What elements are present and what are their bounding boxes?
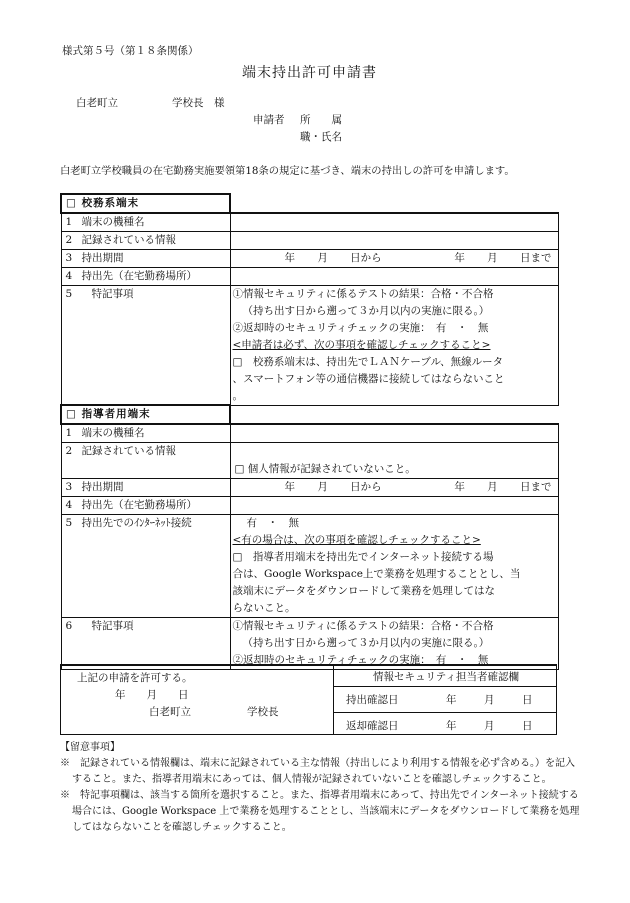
notes-title: 【留意事項】	[60, 742, 120, 753]
s2-checkbox-no-personal-info[interactable]: □ 個人情報が記録されていないこと。	[234, 463, 416, 475]
checker-header: 情報セキュリティ担当者確認欄	[373, 671, 519, 683]
s2-destination-field[interactable]	[230, 497, 558, 515]
section2-header: □ 指導者用端末	[61, 405, 230, 424]
s1-checkbox-no-network[interactable]: □ 校務系端末は、持出先でＬＡＮケーブル、無線ルータ	[232, 356, 504, 368]
section2-table	[60, 404, 559, 670]
return-year: 年	[446, 720, 457, 732]
s1-period-field[interactable]: 年 月 日から 年 月 日まで	[230, 250, 558, 268]
approval-text: 上記の申請を許可する。	[77, 672, 193, 684]
addressee-town: 白老町立	[76, 97, 118, 109]
return-label: 返却確認日	[346, 720, 399, 732]
s1-row3-label: 3 持出期間	[61, 250, 230, 268]
approval-date[interactable]: 年 月 日	[115, 689, 189, 701]
approval-principal: 学校長	[247, 706, 279, 718]
section1-table	[60, 193, 559, 406]
s1-row2-label: 2 記録されている情報	[61, 232, 230, 250]
s1-device-model-field[interactable]	[230, 213, 558, 232]
s1-note-line7: 。	[232, 390, 243, 402]
checkout-label: 持出確認日	[346, 694, 399, 706]
addressee-principal: 学校長 様	[172, 97, 225, 109]
s2-internet-yes-no[interactable]: 有 ・ 無	[246, 517, 299, 529]
s1-destination-field[interactable]	[230, 268, 558, 286]
s2-internet-connection	[230, 515, 558, 618]
s2-note-return-check[interactable]: ②返却時のセキュリティチェックの実施： 有 ・ 無	[232, 654, 489, 666]
s2-device-model-field[interactable]	[230, 424, 558, 443]
return-day: 日	[522, 720, 533, 732]
notes-item-1: ※ 記録されている情報欄は、端末に記録されている主な情報（持出しにより利用する情報を必ず含める。）を記入すること。また、指導者用端末にあっては、個人情報が記録されていないことを確認しチェックすること。	[60, 758, 575, 785]
approval-school: 白老町立	[149, 706, 191, 718]
s2-row3-label: 3 持出期間	[61, 479, 230, 497]
return-row[interactable]	[334, 712, 557, 736]
s2-row2-label: 2 記録されている情報	[61, 443, 230, 479]
page-title: 端末持出許可申請書	[242, 65, 377, 81]
applicant-name: 職・氏名	[300, 131, 342, 143]
notes-section	[60, 740, 580, 836]
s1-row1-label: 1 端末の機種名	[61, 213, 230, 232]
s1-note-return-check[interactable]: ②返却時のセキュリティチェックの実施： 有 ・ 無	[232, 322, 489, 334]
s1-row5-label: 5 特記事項	[61, 286, 230, 406]
s1-special-notes	[230, 286, 558, 406]
security-officer-section	[333, 666, 557, 734]
s2-checkbox-google-workspace[interactable]: □ 指導者用端末を持出先でインターネット接続する場	[232, 551, 494, 563]
applicant-label: 申請者	[253, 114, 285, 126]
form-number: 様式第５号（第１８条関係）	[62, 45, 199, 57]
s2-recorded-info-field	[230, 443, 558, 479]
checkout-day: 日	[522, 694, 533, 706]
s2-row5-label: 5 持出先でのｲﾝﾀｰﾈｯﾄ接続	[61, 515, 230, 618]
notes-item-2: ※ 特記事項欄は、該当する箇所を選択すること。また、指導者用端末にあって、持出先でインターネット接続する場合には、Google Workspace 上で業務を処理することとし、当該端末にデータをダウンロードして業務を処理してはならないことを確認しチェックすること。	[60, 790, 580, 833]
s1-note-security-test[interactable]: ①情報セキュリティに係るテストの結果：合格・不合格	[232, 288, 494, 300]
section1-header: □ 校務系端末	[61, 194, 230, 213]
s1-note-within-3-months: （持ち出す日から遡って３か月以内の実施に限る。）	[242, 305, 490, 317]
applicant-affiliation: 所 属	[300, 114, 342, 126]
s2-internet-line4: 合は、Google Workspace上で業務を処理することとし、当	[232, 568, 521, 580]
approval-box	[60, 664, 557, 735]
checkout-row[interactable]	[334, 686, 557, 712]
s2-internet-instruction: <有の場合は、次の事項を確認しチェックすること>	[232, 534, 481, 546]
return-month: 月	[484, 720, 495, 732]
intro-text: 白老町立学校職員の在宅勤務実施要領第18条の規定に基づき、端末の持出しの許可を申請します。	[60, 165, 515, 177]
s1-row4-label: 4 持出先（在宅勤務場所）	[61, 268, 230, 286]
s1-note-instruction: <申請者は必ず、次の事項を確認しチェックすること>	[232, 339, 491, 351]
checkout-month: 月	[484, 694, 495, 706]
s2-period-field[interactable]: 年 月 日から 年 月 日まで	[230, 479, 558, 497]
s2-internet-line5: 該端末にデータをダウンロードして業務を処理してはな	[232, 585, 495, 597]
s1-note-line6: 、スマートフォン等の通信機器に接続してはならないこと	[232, 373, 505, 385]
checkout-year: 年	[446, 694, 457, 706]
s2-row1-label: 1 端末の機種名	[61, 424, 230, 443]
s2-internet-line6: らないこと。	[232, 602, 296, 614]
s2-row4-label: 4 持出先（在宅勤務場所）	[61, 497, 230, 515]
s2-special-notes	[230, 618, 558, 670]
s1-recorded-info-field[interactable]	[230, 232, 558, 250]
s2-note-within-3-months: （持ち出す日から遡って３か月以内の実施に限る。）	[242, 637, 490, 649]
approval-section	[61, 666, 333, 734]
s2-row6-label: 6 特記事項	[61, 618, 230, 670]
s2-note-security-test[interactable]: ①情報セキュリティに係るテストの結果：合格・不合格	[232, 620, 494, 632]
